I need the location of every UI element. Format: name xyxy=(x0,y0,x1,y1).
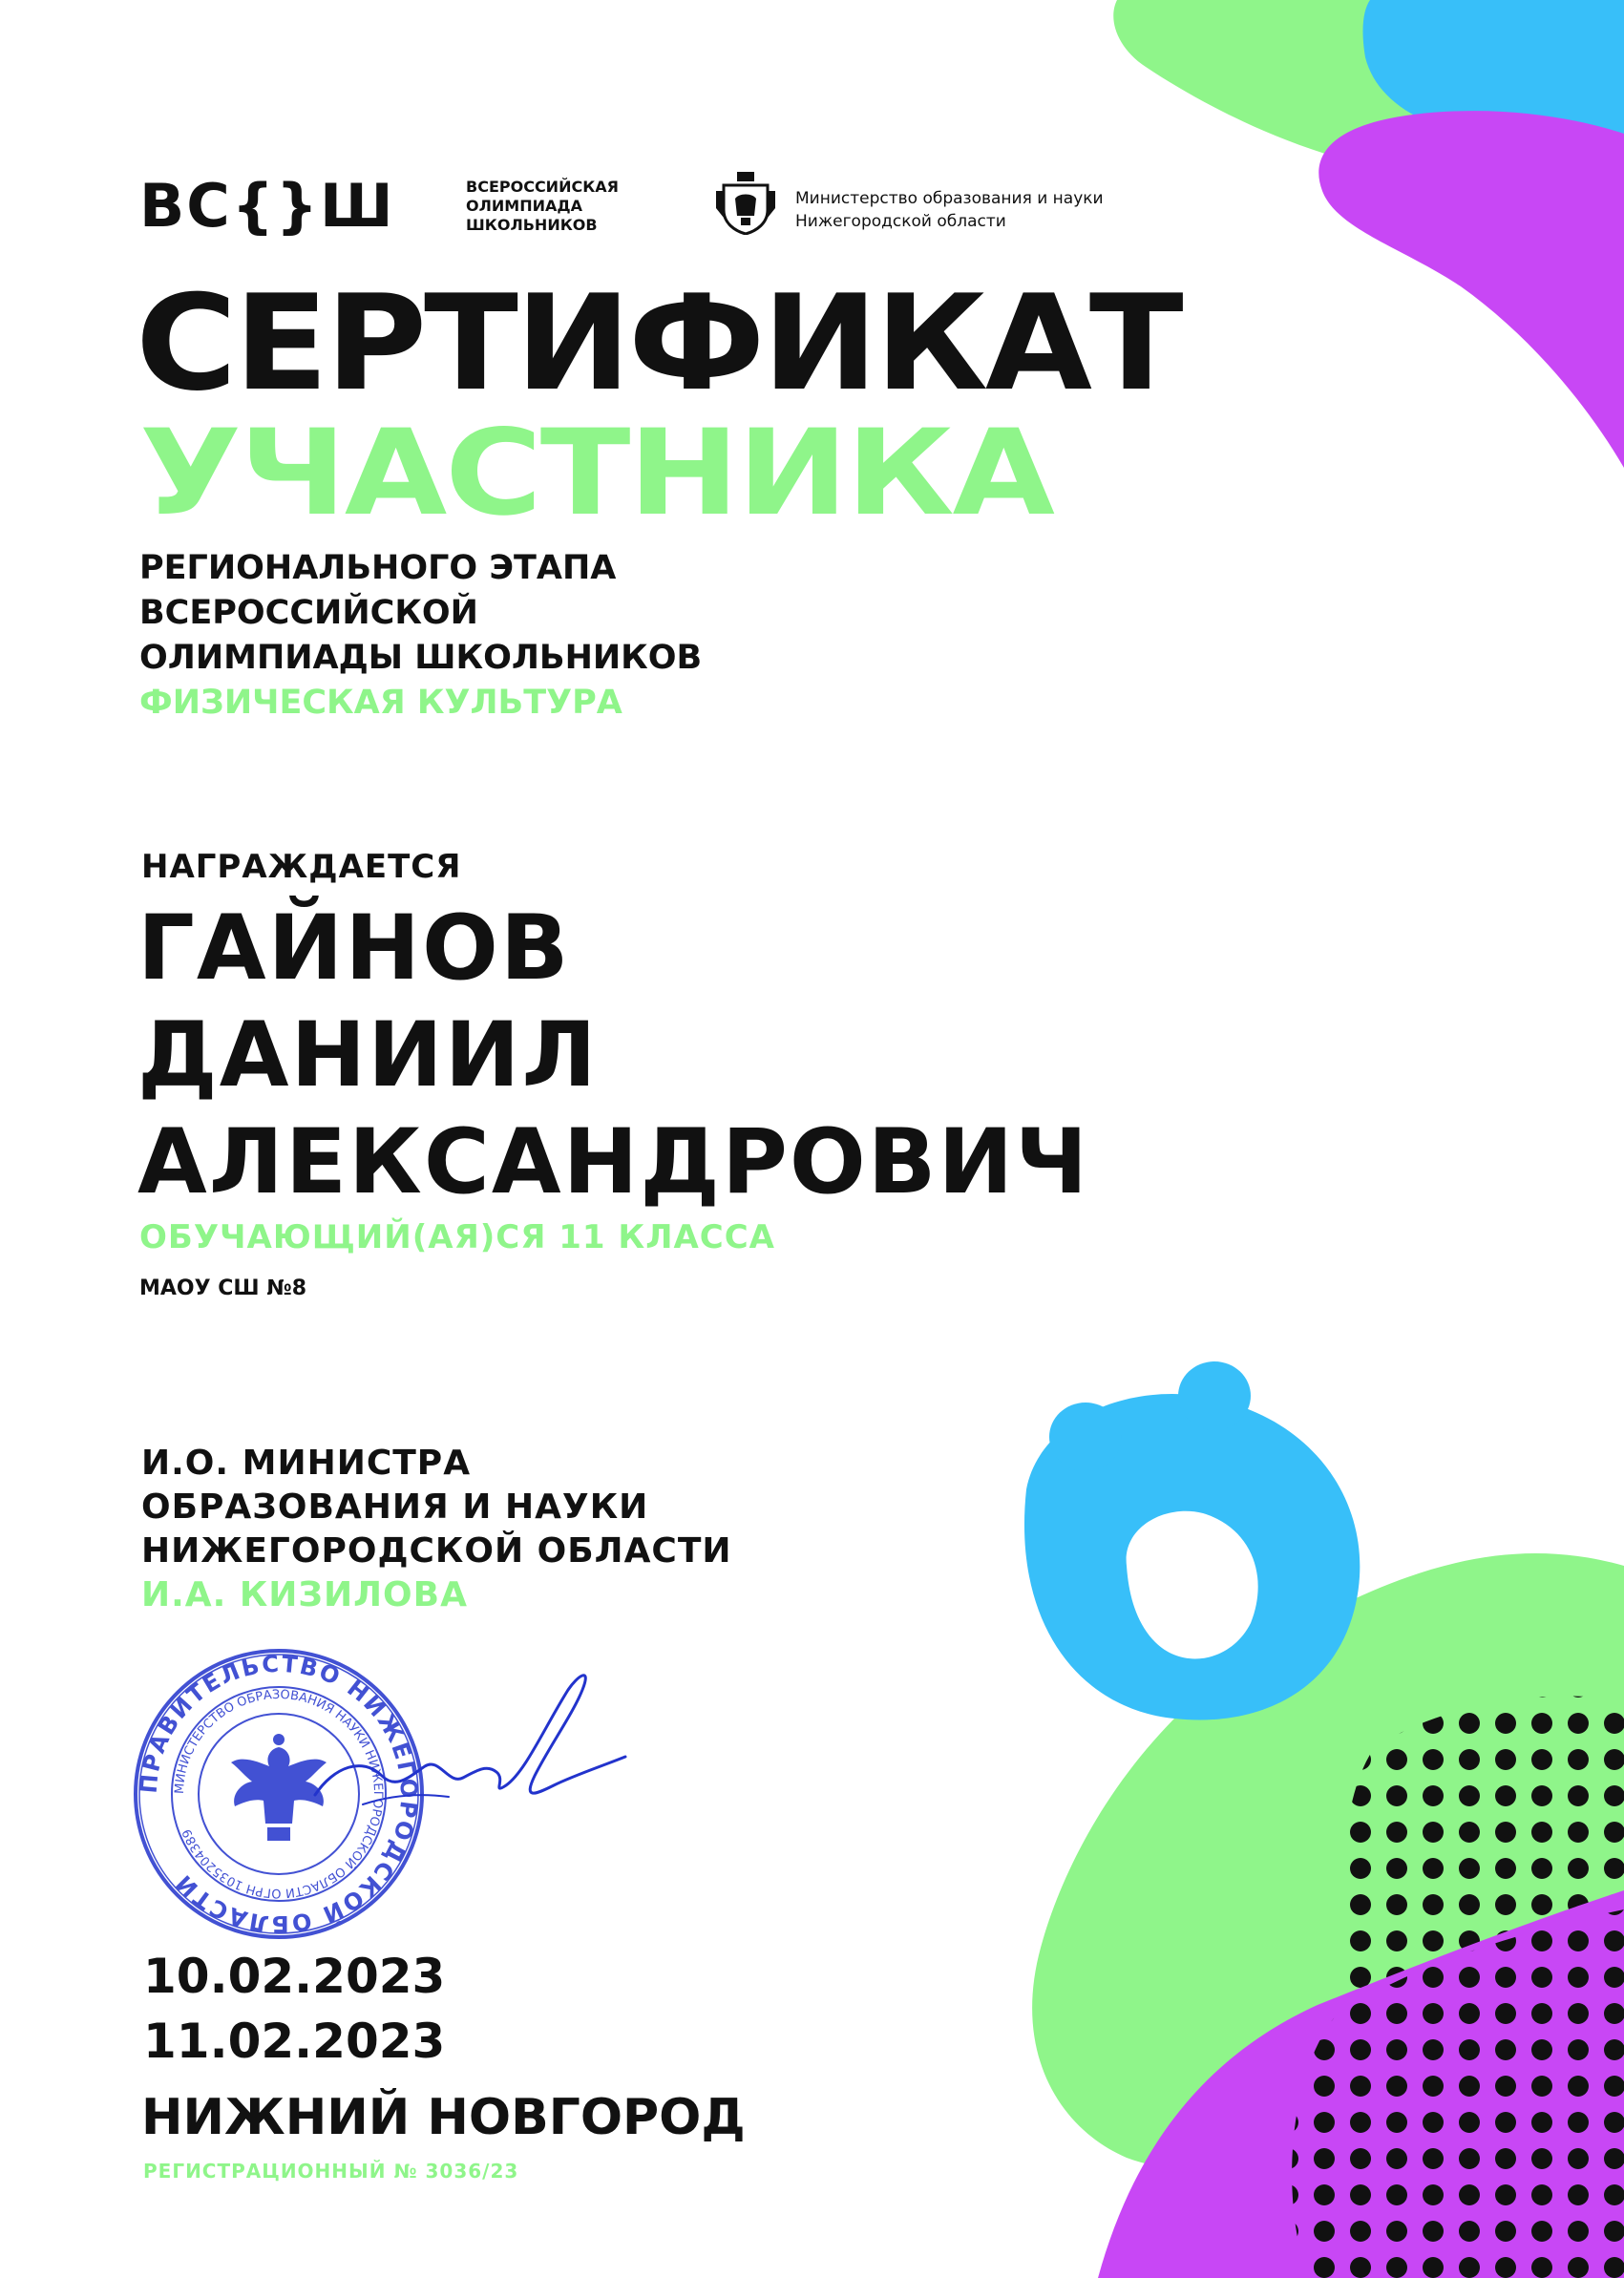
event-date-end: 11.02.2023 xyxy=(143,2014,446,2069)
stage-line: ОЛИМПИАДЫ ШКОЛЬНИКОВ xyxy=(139,639,703,677)
registration-number: РЕГИСТРАЦИОННЫЙ № 3036/23 xyxy=(143,2160,519,2183)
signer-title-line: И.О. МИНИСТРА xyxy=(141,1444,472,1483)
city-name: НИЖНИЙ НОВГОРОД xyxy=(141,2089,746,2146)
olympiad-logo: ВС{}Ш xyxy=(139,171,395,241)
signer-block xyxy=(141,1442,732,1617)
ministry-name-line: Нижегородской области xyxy=(795,212,1006,231)
ministry-name-line: Министерство образования и науки xyxy=(795,189,1104,208)
olympiad-logo-subtitle xyxy=(466,178,695,235)
blue-circle-left xyxy=(1049,1403,1122,1471)
recipient-name xyxy=(137,896,1089,1216)
recipient-surname: ГАЙНОВ xyxy=(137,896,571,1001)
certificate-title: СЕРТИФИКАТ xyxy=(136,266,1181,420)
school-name: МАОУ СШ №8 xyxy=(139,1276,307,1300)
event-date-start: 10.02.2023 xyxy=(143,1949,446,2004)
olympiad-stage xyxy=(139,546,702,726)
signer-title-line: ОБРАЗОВАНИЯ И НАУКИ xyxy=(141,1487,649,1527)
recipient-patronymic: АЛЕКСАНДРОВИЧ xyxy=(137,1110,1090,1214)
certificate-subtitle: УЧАСТНИКА xyxy=(139,405,1053,542)
subject-name: ФИЗИЧЕСКАЯ КУЛЬТУРА xyxy=(139,684,622,722)
olympiad-logo-subtitle-line: ВСЕРОССИЙСКАЯ xyxy=(466,178,619,196)
student-class: ОБУЧАЮЩИЙ(АЯ)СЯ 11 КЛАССА xyxy=(139,1218,775,1256)
signature xyxy=(306,1652,630,1843)
blue-circle-right xyxy=(1178,1361,1251,1430)
awarded-label: НАГРАЖДАЕТСЯ xyxy=(141,848,462,886)
signer-name: И.А. КИЗИЛОВА xyxy=(141,1575,468,1614)
recipient-first-name: ДАНИИЛ xyxy=(137,1003,599,1107)
olympiad-logo-subtitle-line: ШКОЛЬНИКОВ xyxy=(466,216,598,234)
stamp-outer-text: ПРАВИТЕЛЬСТВО НИЖЕГОРОДСКОЙ ОБЛАСТИ xyxy=(135,1650,423,1938)
stamp-inner-text: МИНИСТЕРСТВО ОБРАЗОВАНИЯ НАУКИ НИЖЕГОРОДСКОЙ ОБЛАСТИ ОГРН 1035204389 xyxy=(172,1687,386,1901)
olympiad-logo-subtitle-line: ОЛИМПИАДА xyxy=(466,197,582,215)
event-dates xyxy=(143,1944,445,2074)
stage-line: РЕГИОНАЛЬНОГО ЭТАПА xyxy=(139,549,617,587)
signer-title-line: НИЖЕГОРОДСКОЙ ОБЛАСТИ xyxy=(141,1531,732,1571)
coat-of-arms-icon xyxy=(714,170,777,235)
top-purple-blob xyxy=(1318,111,1624,468)
stage-line: ВСЕРОССИЙСКОЙ xyxy=(139,594,478,632)
ministry-name xyxy=(795,187,1139,233)
